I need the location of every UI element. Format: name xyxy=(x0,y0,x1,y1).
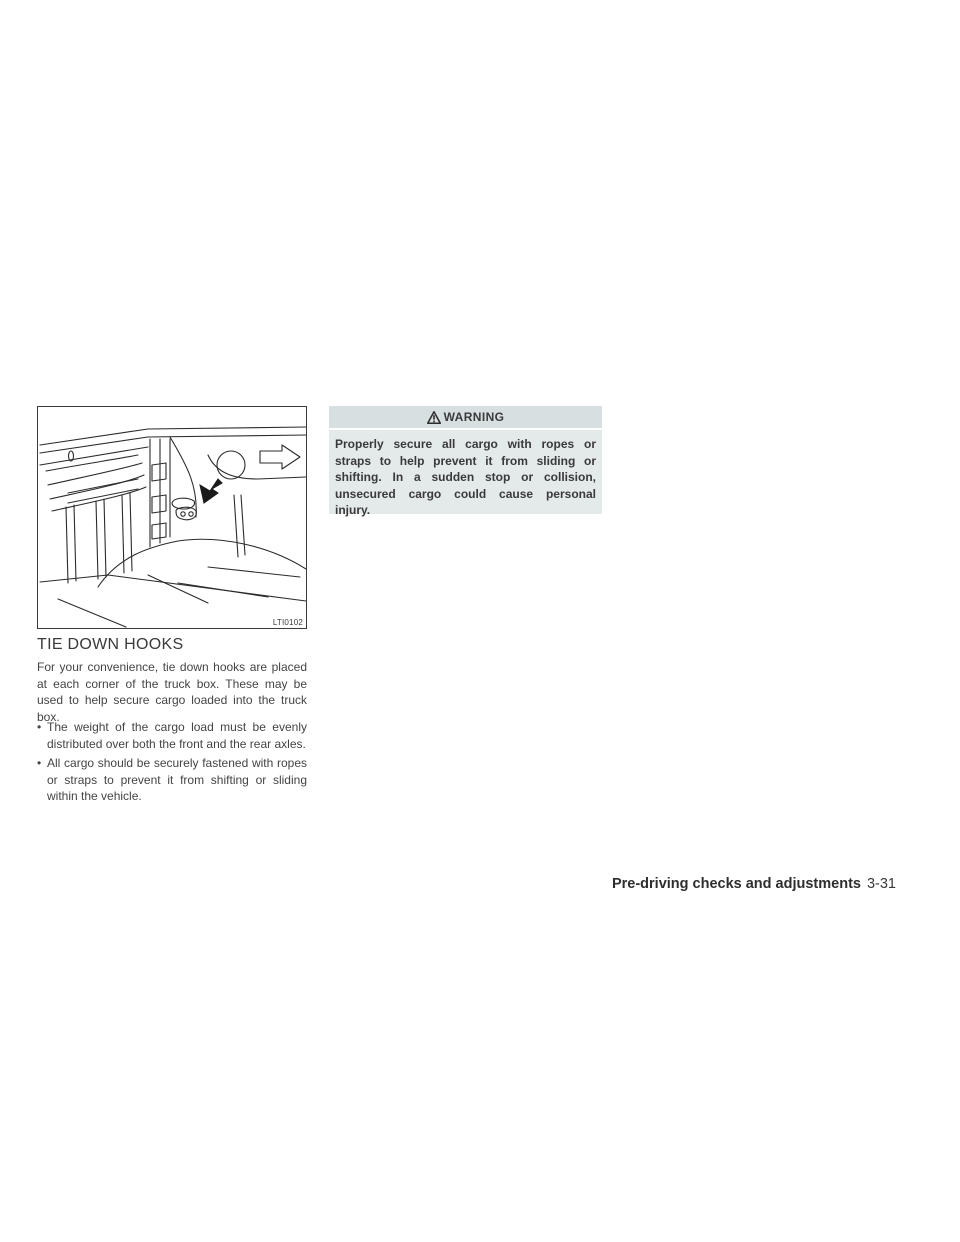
bullet-marker: • xyxy=(37,720,42,734)
section-title: TIE DOWN HOOKS xyxy=(37,636,184,653)
intro-paragraph: For your convenience, tie down hooks are placed at each corner of the truck box. These may be used to help secure cargo loaded into the truck box. xyxy=(37,660,307,724)
page-footer xyxy=(612,876,896,892)
footer-section-title: Pre-driving checks and adjustments xyxy=(611,876,861,892)
bullet-text: The weight of the cargo load must be evenly distributed over both the front and the rear axles. xyxy=(47,720,307,751)
warning-label: WARNING xyxy=(443,410,505,424)
tie-down-hook-figure xyxy=(37,406,307,629)
bullet-text: All cargo should be securely fastened with ropes or straps to prevent it from shifting or sliding within the vehicle. xyxy=(47,756,307,804)
page-number: 3-31 xyxy=(866,876,896,892)
warning-text: Properly secure all cargo with ropes or straps to help prevent it from sliding or shifting. In a sudden stop or collision, unsecured cargo could cause personal injury. xyxy=(329,430,602,514)
list-item xyxy=(37,719,307,752)
warning-triangle-icon xyxy=(427,411,441,424)
list-item xyxy=(37,755,307,805)
truck-box-illustration xyxy=(38,407,307,629)
figure-code: LTI0102 xyxy=(272,618,303,627)
warning-header xyxy=(329,406,602,428)
bullet-list xyxy=(37,719,307,808)
bullet-marker: • xyxy=(37,756,42,771)
